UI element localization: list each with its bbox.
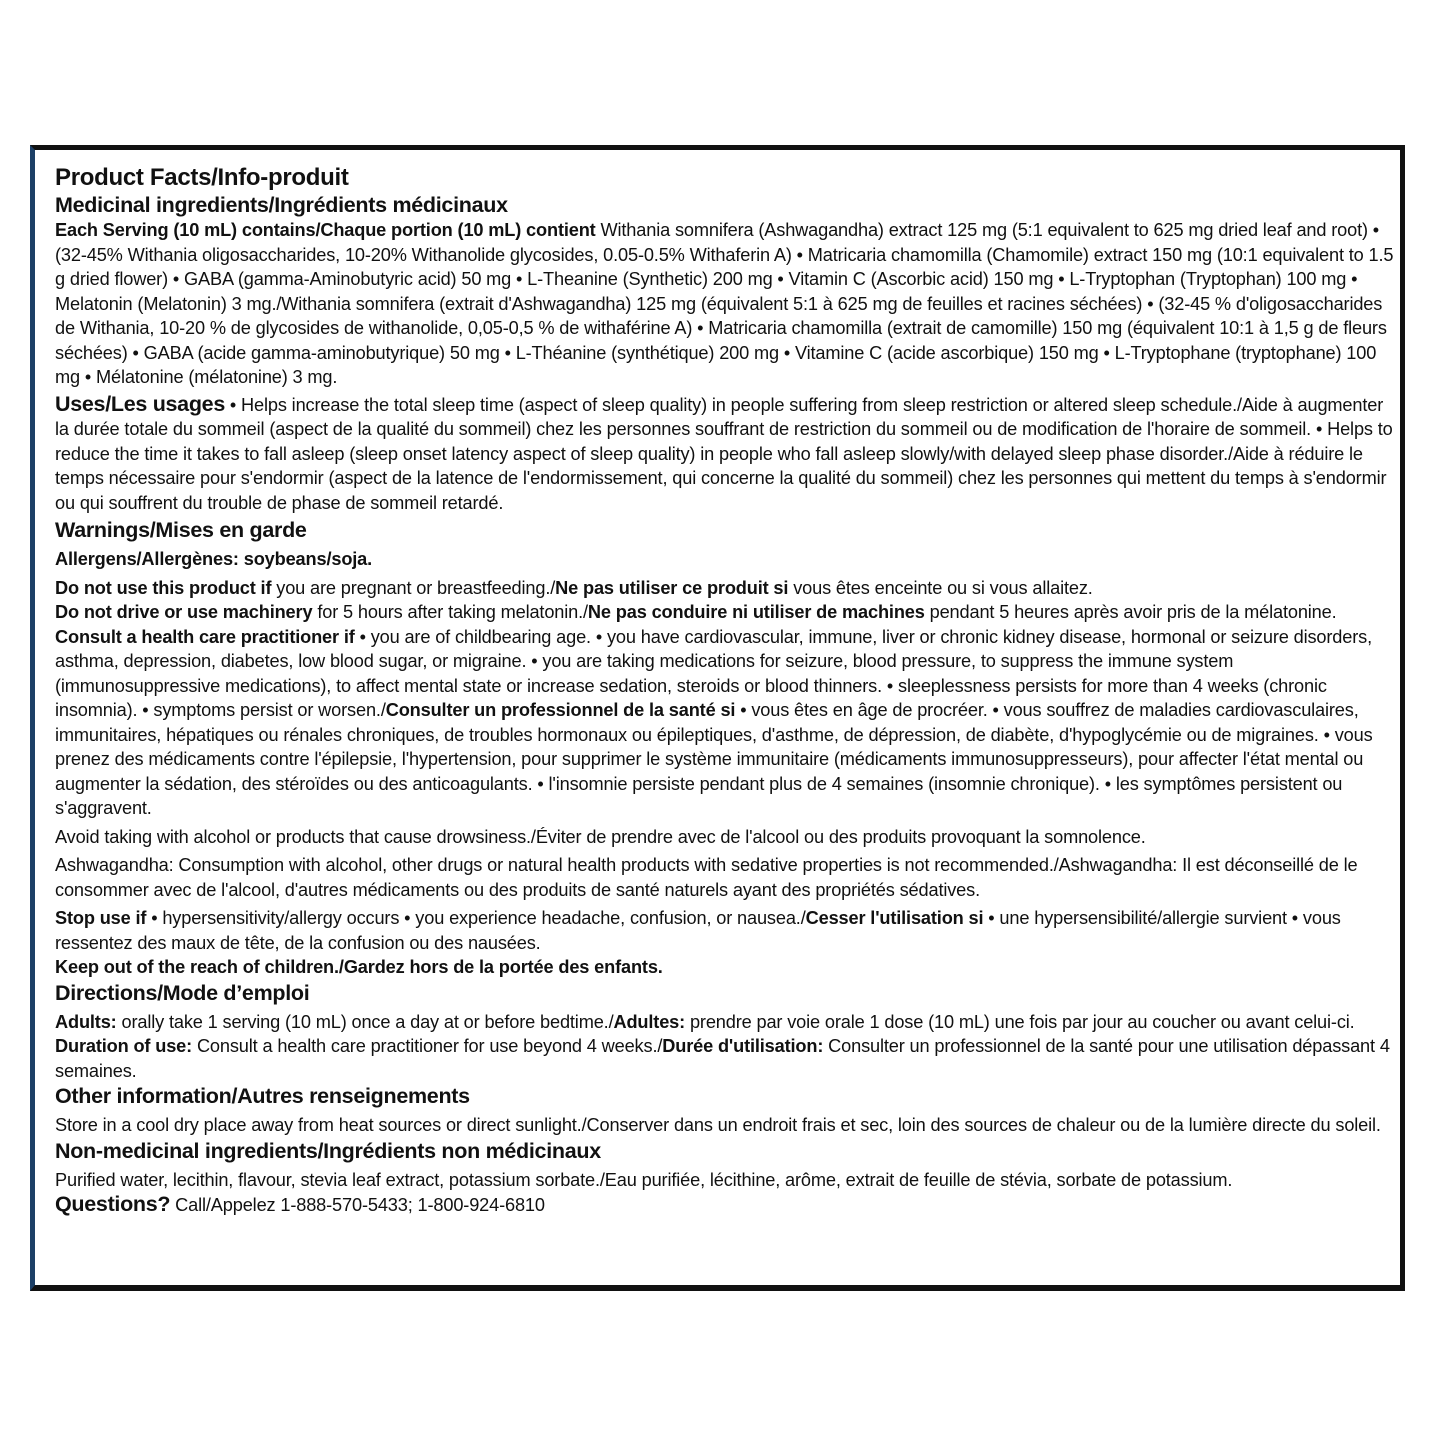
questions-lead: Questions? bbox=[55, 1192, 171, 1216]
driving-text-fr: pendant 5 heures après avoir pris de la mélatonine. bbox=[924, 602, 1337, 622]
uses-heading: Uses/Les usages bbox=[55, 391, 225, 416]
warnings-heading: Warnings/Mises en garde bbox=[55, 518, 307, 542]
driving-warning bbox=[55, 600, 1400, 625]
stop-text-fr: • une hypersensibilité/allergie survient • vous ressentez des maux de tête, de la confusion ou des nausées. bbox=[55, 908, 1341, 953]
pregnancy-warning bbox=[55, 576, 1400, 601]
driving-lead-fr: Ne pas conduire ni utiliser de machines bbox=[587, 602, 925, 622]
product-facts-content bbox=[55, 164, 1400, 1218]
allergens-text: Allergens/Allergènes: soybeans/soja. bbox=[55, 549, 373, 569]
uses-section bbox=[55, 392, 1400, 516]
medicinal-text bbox=[55, 218, 1400, 390]
alcohol-warning: Avoid taking with alcohol or products that cause drowsiness./Éviter de prendre avec de l'alcool ou des produits provoquant la somnolence. bbox=[55, 826, 1146, 847]
duration-text-fr: Consulter un professionnel de la santé pour une utilisation dépassant 4 semaines. bbox=[55, 1036, 1390, 1081]
medicinal-heading: Medicinal ingredients/Ingrédients médicinaux bbox=[55, 193, 508, 217]
page-title: Product Facts/Info-produit bbox=[55, 164, 349, 191]
duration-text-en: Consult a health care practitioner for use beyond 4 weeks./ bbox=[192, 1036, 663, 1056]
consult-warning bbox=[55, 625, 1400, 821]
non-medicinal-text: Purified water, lecithin, flavour, stevia leaf extract, potassium sorbate./Eau purifiée, lécithine, arôme, extrait de feuille de stévia, sorbate de potassium. bbox=[55, 1169, 1233, 1190]
consult-lead-en: Consult a health care practitioner if bbox=[55, 626, 355, 647]
driving-text-en: for 5 hours after taking melatonin./ bbox=[312, 602, 588, 622]
medicinal-body: Withania somnifera (Ashwagandha) extract 125 mg (5:1 equivalent to 625 mg dried leaf and root) • (32-45% Withania oligosaccharides, 10-20% Withanolide glycosides, 0.05-0.5% Withaferin A) • Matricaria chamomilla (Chamomile) extract 150 mg (10:1 equivalent to 1.5 g dried flower) • GABA (gamma-Aminobutyric acid) 50 mg • L-Theanine (Synthetic) 200 mg • Vitamin C (Ascorbic acid) 150 mg • L-Tryptophan (Tryptophan) 100 mg • Melatonin (Melatonin) 3 mg./Withania somnifera (extrait d'Ashwagandha) 125 mg (équivalent 5:1 à 625 mg de feuilles et racines séchées) • (32-45 % d'oligosaccharides de Withania, 10-20 % de glycosides de withanolide, 0,05-0,5 % de withaférine A) • Matricaria chamomilla (extrait de camomille) 150 mg (équivalent 10:1 à 1,5 g de fleurs séchées) • GABA (acide gamma-aminobutyrique) 50 mg • L-Théanine (synthétique) 200 mg • Vitamine C (acide ascorbique) 150 mg • L-Tryptophane (tryptophane) 100 mg • Mélatonine (mélatonine) 3 mg. bbox=[55, 220, 1394, 387]
other-info-heading: Other information/Autres renseignements bbox=[55, 1084, 470, 1108]
uses-body: • Helps increase the total sleep time (aspect of sleep quality) in people suffering from sleep restriction or altered sleep schedule./Aide à augmenter la durée totale du sommeil (aspect de la qualité du sommeil) chez les personnes souffrant de restriction du sommeil ou de modification de l'horaire de sommeil. • Helps to reduce the time it takes to fall asleep (sleep onset latency aspect of sleep quality) in people who fall asleep slowly/with delayed sleep phase disorder./Aide à réduire le temps nécessaire pour s'endormir (aspect de la latence de l'endormissement, qui concerne la qualité du sommeil) chez les personnes qui mettent du temps à s'endormir ou qui souffrent du trouble de phase de sommeil retardé. bbox=[55, 394, 1393, 513]
questions-phone-text: Call/Appelez 1-888-570-5433; 1-800-924-6810 bbox=[170, 1195, 545, 1215]
duration-directions bbox=[55, 1034, 1400, 1083]
directions-heading: Directions/Mode d’emploi bbox=[55, 980, 310, 1005]
medicinal-lead: Each Serving (10 mL) contains/Chaque portion (10 mL) contient bbox=[55, 220, 596, 240]
product-facts-panel bbox=[30, 145, 1405, 1291]
duration-lead-fr: Durée d'utilisation: bbox=[662, 1036, 824, 1056]
consult-lead-fr: Consulter un professionnel de la santé si bbox=[385, 700, 736, 720]
adults-text-en: orally take 1 serving (10 mL) once a day at or before bedtime./ bbox=[116, 1011, 614, 1032]
pregnancy-lead-fr: Ne pas utiliser ce produit si bbox=[555, 577, 789, 598]
adults-text-fr: prendre par voie orale 1 dose (10 mL) une fois par jour au coucher ou avant celui-ci. bbox=[685, 1011, 1355, 1032]
questions-line bbox=[55, 1192, 1400, 1218]
pregnancy-lead-en: Do not use this product if bbox=[55, 577, 272, 598]
consult-text-fr: • vous êtes en âge de procréer. • vous souffrez de maladies cardiovasculaires, immunitaires, hépatiques ou rénales chroniques, de troubles hormonaux ou épileptiques, d'asthme, de dépression, de diabète, d'hypoglycémie ou de migraines. • vous prenez des médicaments contre l'épilepsie, l'hypertension, pour supprimer le système immunitaire (médicaments immunosuppresseurs), pour affecter l'état mental ou augmenter la sédation, des stéroïdes ou des anticoagulants. • l'insomnie persiste pendant plus de 4 semaines (insomnie chronique). • les symptômes persistent ou s'aggravent. bbox=[55, 700, 1373, 818]
non-medicinal-heading: Non-medicinal ingredients/Ingrédients non médicinaux bbox=[55, 1138, 601, 1163]
stop-lead-en: Stop use if bbox=[55, 908, 147, 928]
stop-lead-fr: Cesser l'utilisation si bbox=[805, 908, 984, 928]
stop-text-en: • hypersensitivity/allergy occurs • you experience headache, confusion, or nausea./ bbox=[146, 908, 806, 928]
stop-use-warning bbox=[55, 906, 1400, 955]
other-info-text: Store in a cool dry place away from heat sources or direct sunlight./Conserver dans un endroit frais et sec, loin des sources de chaleur ou de la lumière directe du soleil. bbox=[55, 1115, 1381, 1135]
pregnancy-text-fr: vous êtes enceinte ou si vous allaitez. bbox=[788, 577, 1093, 598]
keep-out-warning: Keep out of the reach of children./Gardez hors de la portée des enfants. bbox=[55, 957, 663, 977]
ashwagandha-warning: Ashwagandha: Consumption with alcohol, other drugs or natural health products with sedative properties is not recommended./Ashwagandha: Il est déconseillé de le consommer avec de l'alcool, d'autres médicaments ou des produits de santé naturels ayant des propriétés sédatives. bbox=[55, 855, 1358, 900]
consult-text-en: • you are of childbearing age. • you have cardiovascular, immune, liver or chronic kidney disease, hormonal or seizure disorders, asthma, depression, diabetes, low blood sugar, or migraine. • you are taking medications for seizure, blood pressure, to suppress the immune system (immunosuppressive medications), to affect mental state or increase sedation, steroids or blood thinners. • sleeplessness persists for more than 4 weeks (chronic insomnia). • symptoms persist or worsen./ bbox=[55, 626, 1372, 720]
adults-lead-en: Adults: bbox=[55, 1011, 117, 1032]
adults-lead-fr: Adultes: bbox=[613, 1011, 686, 1032]
adults-directions bbox=[55, 1010, 1400, 1035]
pregnancy-text-en: you are pregnant or breastfeeding./ bbox=[271, 577, 556, 598]
duration-lead-en: Duration of use: bbox=[55, 1036, 193, 1056]
driving-lead-en: Do not drive or use machinery bbox=[55, 602, 313, 622]
